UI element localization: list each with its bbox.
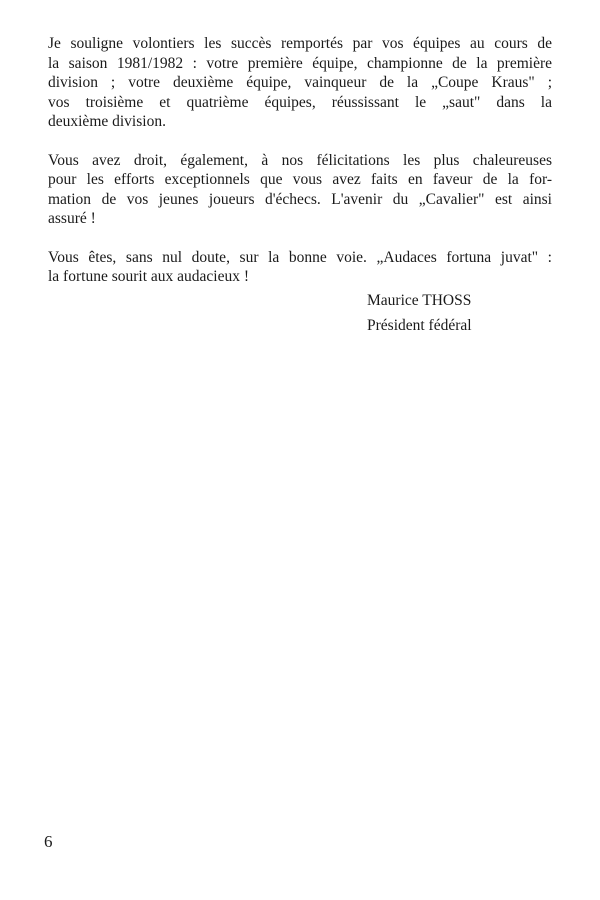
signatory-name: Maurice THOSS xyxy=(367,292,472,309)
text-line: mation de vos jeunes joueurs d'échecs. L'avenir du „Cavalier" est ainsi xyxy=(48,190,552,208)
signatory-title: Président fédéral xyxy=(367,317,472,334)
text-line: Je souligne volontiers les succès remportés par vos équipes au cours de xyxy=(48,35,552,52)
letter-body xyxy=(48,34,552,306)
text-line: deuxième division. xyxy=(48,113,166,130)
text-line: vos troisième et quatrième équipes, réussissant le „saut" dans la xyxy=(48,93,552,111)
text-line: assuré ! xyxy=(48,210,96,227)
signature-block xyxy=(367,288,472,338)
text-line: la saison 1981/1982 : votre première équipe, championne de la première xyxy=(48,54,552,72)
text-line: Vous êtes, sans nul doute, sur la bonne voie. „Audaces fortuna juvat" : xyxy=(48,248,552,266)
paragraph-1 xyxy=(48,34,552,132)
page-number: 6 xyxy=(44,832,53,851)
text-line: pour les efforts exceptionnels que vous avez faits en faveur de la for- xyxy=(48,171,552,188)
paragraph-3 xyxy=(48,248,552,287)
text-line: Vous avez droit, également, à nos félicitations les plus chaleureuses xyxy=(48,151,552,169)
paragraph-2 xyxy=(48,151,552,229)
text-line: la fortune sourit aux audacieux ! xyxy=(48,268,249,285)
text-line: division ; votre deuxième équipe, vainqueur de la „Coupe Kraus" ; xyxy=(48,74,552,91)
